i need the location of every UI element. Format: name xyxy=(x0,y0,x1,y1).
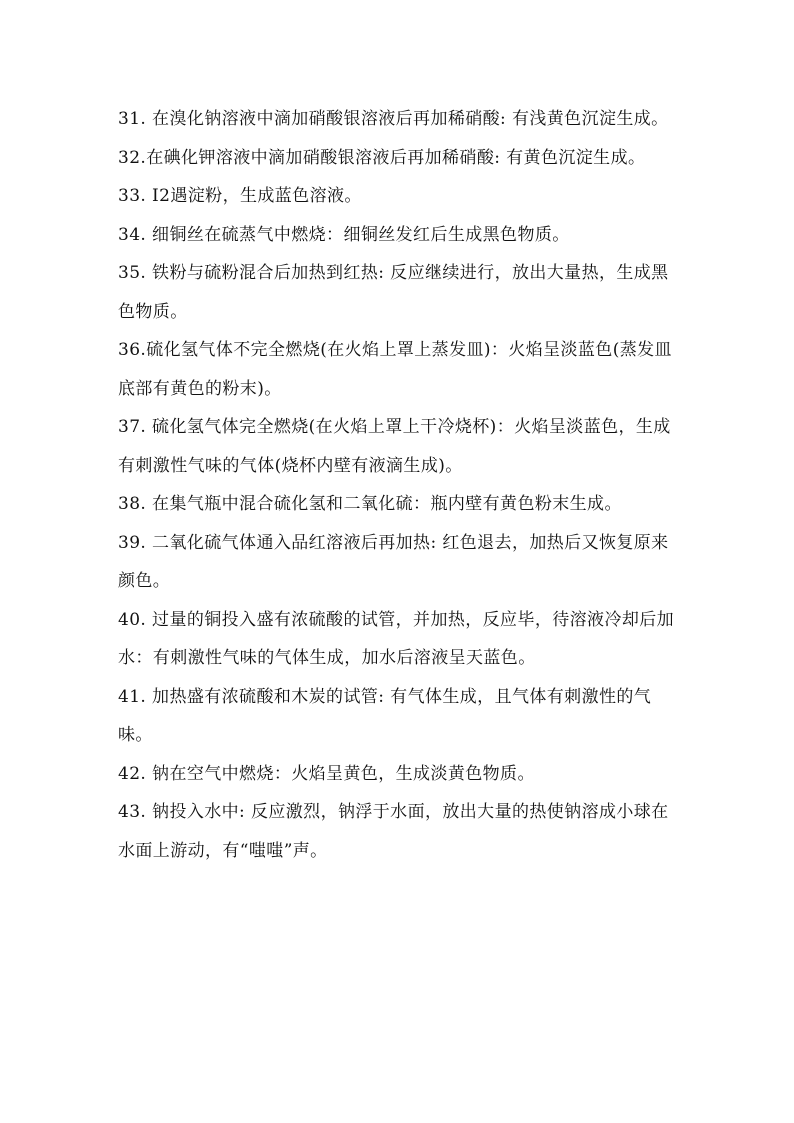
list-item: 34. 细铜丝在硫蒸气中燃烧：细铜丝发红后生成黑色物质。 xyxy=(118,224,570,245)
list-item: 43. 钠投入水中: 反应激烈，钠浮于水面，放出大量的热使钠溶成小球在水面上游动，有“嗤嗤”声。 xyxy=(118,802,669,861)
list-item: 39. 二氧化硫气体通入品红溶液后再加热: 红色退去，加热后又恢复原来颜色。 xyxy=(118,532,669,591)
list-item: 35. 铁粉与硫粉混合后加热到红热: 反应继续进行，放出大量热，生成黑色物质。 xyxy=(118,263,669,322)
list-item: 42. 钠在空气中燃烧：火焰呈黄色，生成淡黄色物质。 xyxy=(118,763,535,784)
list-item: 40. 过量的铜投入盛有浓硫酸的试管，并加热，反应毕，待溶液冷却后加水：有刺激性气味的气体生成，加水后溶液呈天蓝色。 xyxy=(118,609,675,668)
list-item: 32.在碘化钾溶液中滴加硝酸银溶液后再加稀硝酸: 有黄色沉淀生成。 xyxy=(118,147,646,168)
list-item: 31. 在溴化钠溶液中滴加硝酸银溶液后再加稀硝酸: 有浅黄色沉淀生成。 xyxy=(118,109,669,129)
list-item: 36.硫化氢气体不完全燃烧(在火焰上罩上蒸发皿)：火焰呈淡蓝色(蒸发皿底部有黄色的粉末)。 xyxy=(118,340,672,399)
list-item: 38. 在集气瓶中混合硫化氢和二氧化硫：瓶内壁有黄色粉末生成。 xyxy=(118,494,622,514)
list-item: 41. 加热盛有浓硫酸和木炭的试管: 有气体生成，且气体有刺激性的气味。 xyxy=(118,686,652,745)
list-item: 33. I2遇淀粉，生成蓝色溶液。 xyxy=(118,186,362,206)
document-body xyxy=(118,100,678,870)
list-item: 37. 硫化氢气体完全燃烧(在火焰上罩上干冷烧杯)：火焰呈淡蓝色，生成有刺激性气味的气体(烧杯内壁有液滴生成)。 xyxy=(118,417,671,476)
